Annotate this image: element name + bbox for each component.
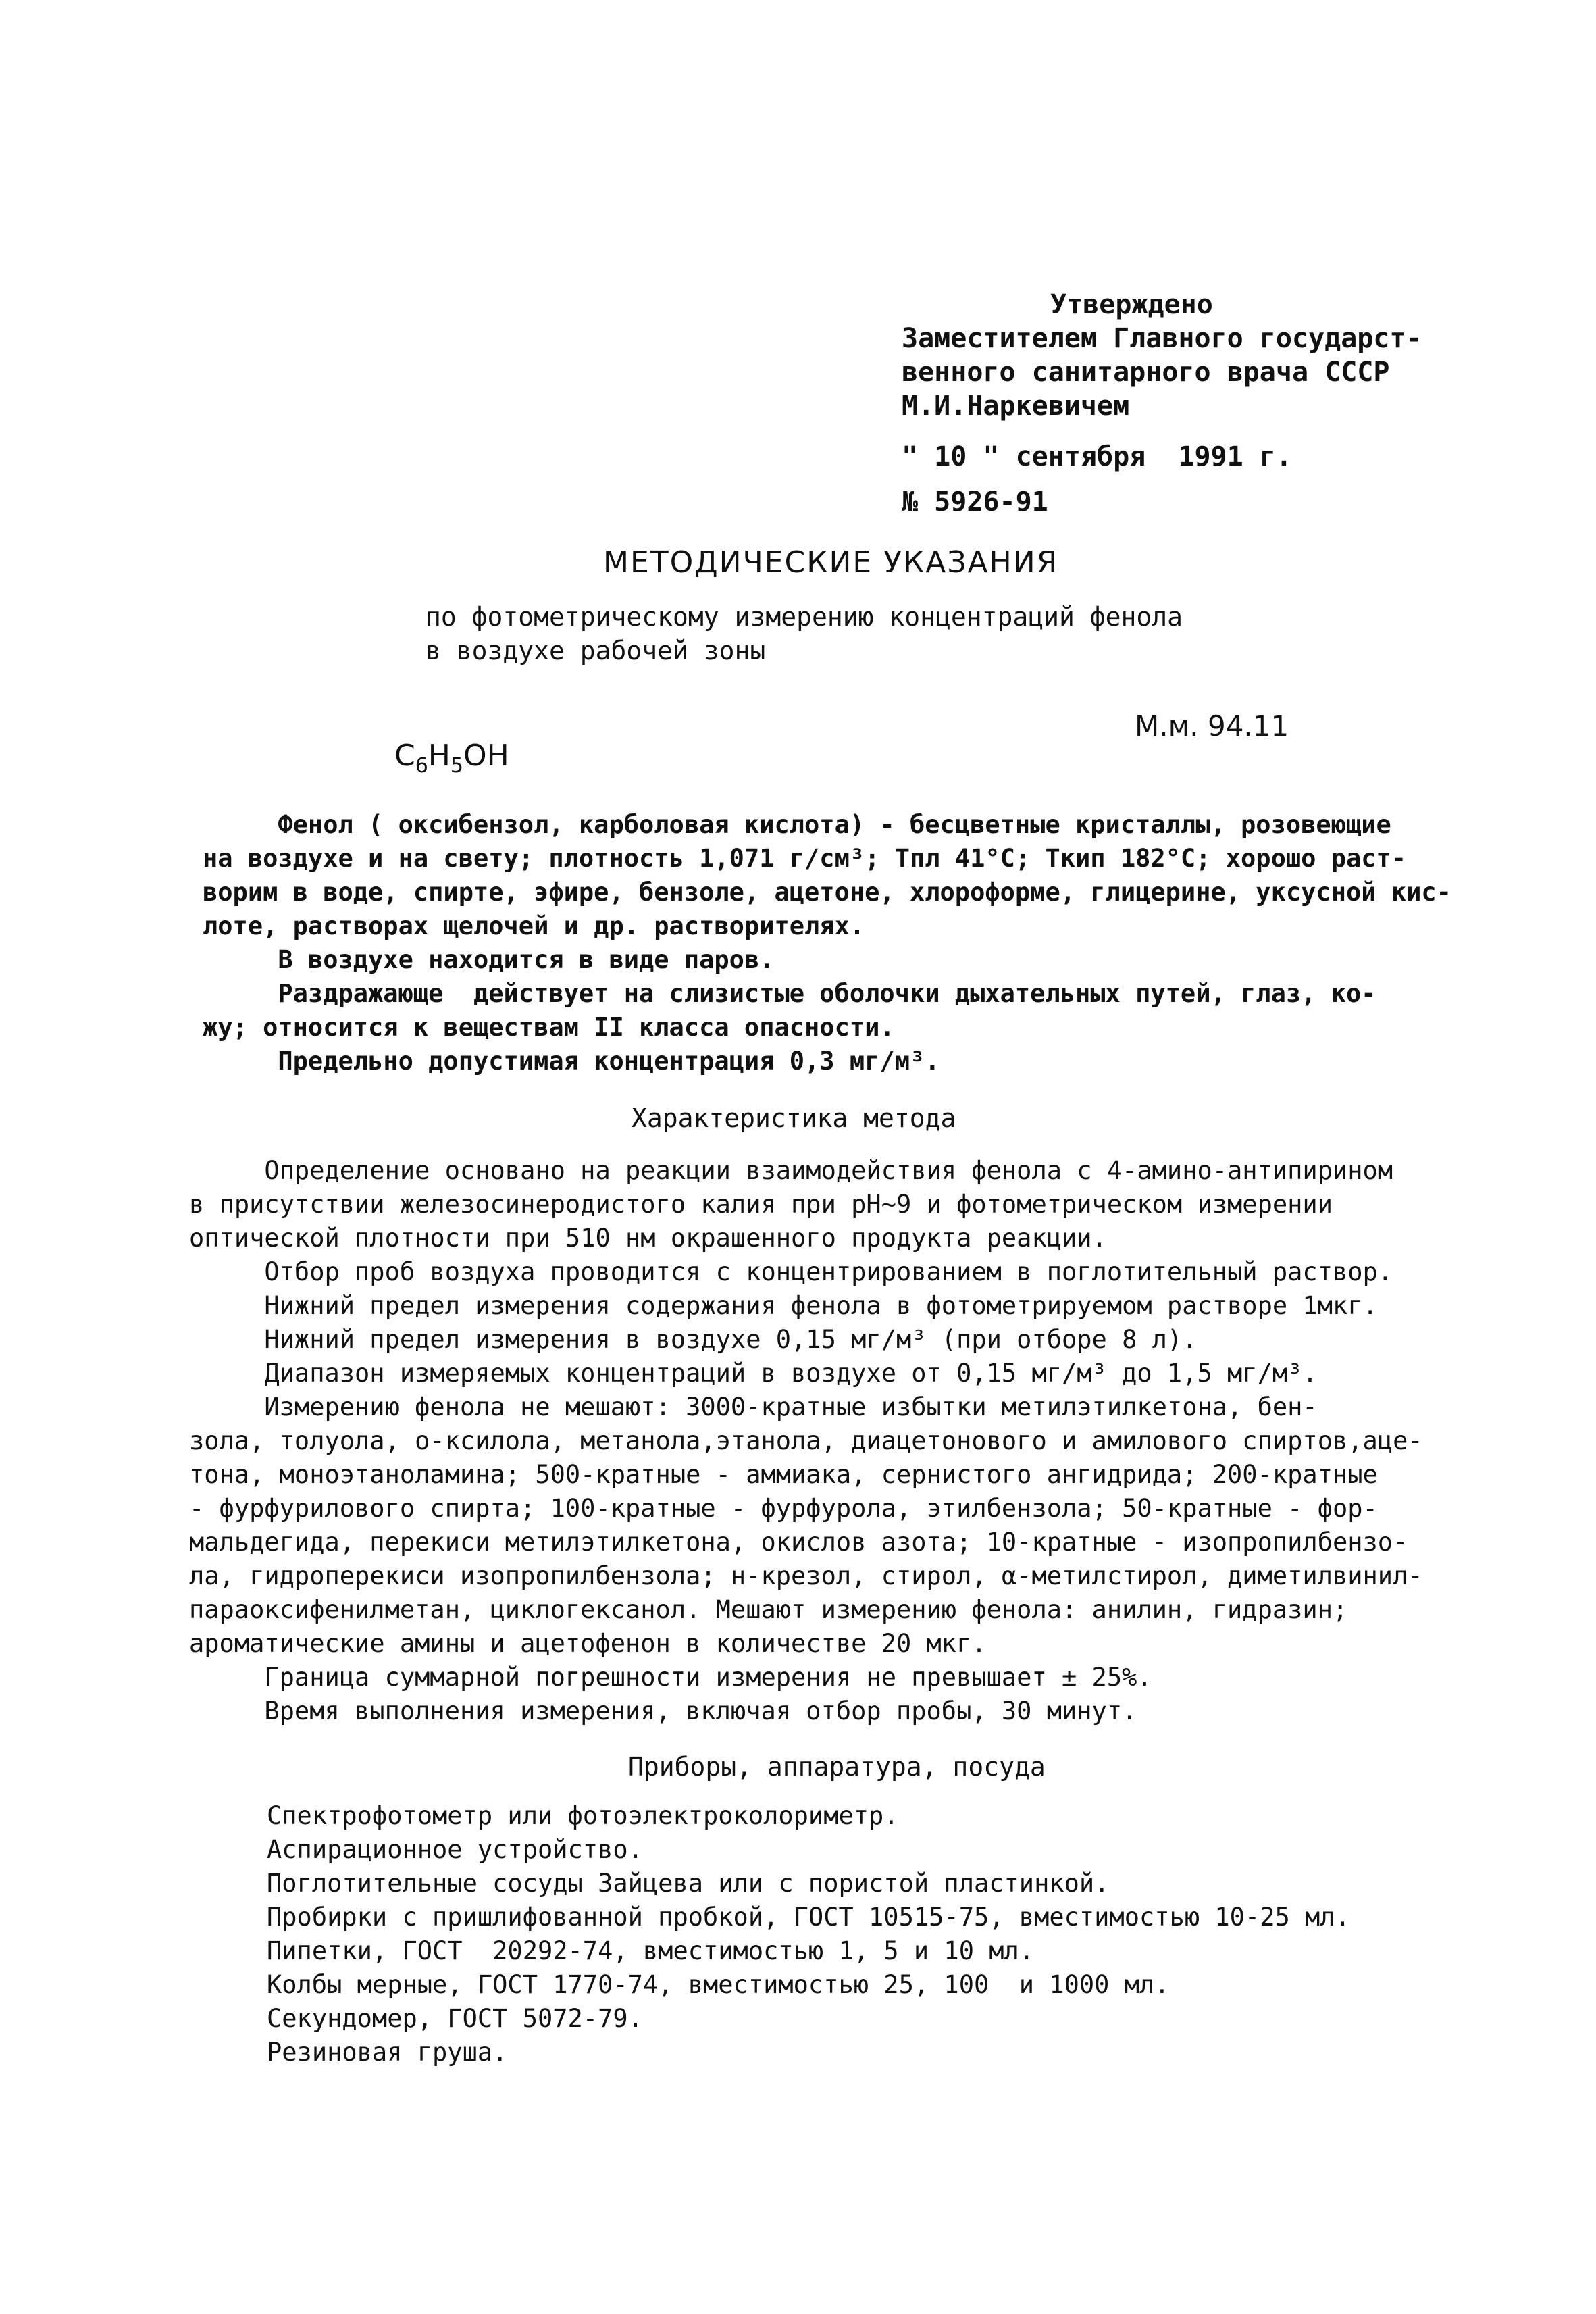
method-line: в присутствии железосинеродистого калия при pH~9 и фотометрическом измерении — [189, 1190, 1333, 1219]
approval-line-1: Утверждено — [1050, 289, 1213, 320]
formula-h: H — [428, 738, 451, 773]
method-line: Нижний предел измерения в воздухе 0,15 мг/м³ (при отборе 8 л). — [189, 1325, 1198, 1354]
equipment-item: Поглотительные сосуды Зайцева или с пористой пластинкой. — [267, 1869, 1110, 1898]
intro-line: лоте, растворах щелочей и др. растворителях. — [203, 911, 865, 940]
document-title: МЕТОДИЧЕСКИЕ УКАЗАНИЯ — [603, 545, 1059, 580]
formula-h-sub: 5 — [450, 753, 463, 778]
intro-line: ворим в воде, спирте, эфире, бензоле, ацетоне, хлороформе, глицерине, уксусной кис- — [203, 878, 1451, 907]
method-line: Определение основано на реакции взаимодействия фенола с 4-амино-антипирином — [189, 1156, 1393, 1185]
approval-line-3: венного санитарного врача СССР — [902, 357, 1390, 388]
method-line: Отбор проб воздуха проводится с концентрированием в поглотительный раствор. — [189, 1257, 1393, 1286]
method-heading: Характеристика метода — [632, 1103, 956, 1133]
method-line: - фурфурилового спирта; 100-кратные - фурфурола, этилбензола; 50-кратные - фор- — [189, 1494, 1378, 1523]
subtitle-line-1: по фотометрическому измерению концентраций фенола — [426, 602, 1183, 632]
equipment-item: Спектрофотометр или фотоэлектроколориметр. — [267, 1801, 899, 1830]
equipment-heading: Приборы, аппаратура, посуда — [628, 1752, 1046, 1782]
intro-line: Предельно допустимая концентрация 0,3 мг/м³. — [203, 1047, 940, 1076]
approval-line-2: Заместителем Главного государст- — [902, 323, 1422, 354]
method-line: тона, моноэтаноламина; 500-кратные - аммиака, сернистого ангидрида; 200-кратные — [189, 1460, 1378, 1489]
equipment-item: Аспирационное устройство. — [267, 1835, 643, 1864]
intro-line: Фенол ( оксибензол, карболовая кислота) - бесцветные кристаллы, розовеющие — [203, 810, 1391, 839]
method-line: параоксифенилметан, циклогексанол. Мешают измерению фенола: анилин, гидразин; — [189, 1595, 1348, 1624]
formula-c-sub: 6 — [415, 753, 428, 778]
method-line: ла, гидроперекиси изопропилбензола; н-крезол, стирол, α-метилстирол, диметилвинил- — [189, 1561, 1423, 1590]
approval-number: № 5926-91 — [902, 486, 1048, 518]
equipment-item: Колбы мерные, ГОСТ 1770-74, вместимостью 25, 100 и 1000 мл. — [267, 1970, 1170, 1999]
method-line: мальдегида, перекиси метилэтилкетона, окислов азота; 10-кратные - изопропилбензо- — [189, 1528, 1408, 1557]
intro-line: жу; относится к веществам II класса опасности. — [203, 1013, 895, 1042]
formula-oh: OH — [463, 738, 509, 773]
intro-line: на воздухе и на свету; плотность 1,071 г/см³; Тпл 41°С; Ткип 182°С; хорошо раст- — [203, 844, 1407, 873]
equipment-item: Резиновая груша. — [267, 2038, 508, 2067]
equipment-item: Пробирки с пришлифованной пробкой, ГОСТ 10515-75, вместимостью 10-25 мл. — [267, 1903, 1350, 1932]
method-line: оптической плотности при 510 нм окрашенного продукта реакции. — [189, 1224, 1107, 1253]
molar-mass: М.м. 94.11 — [1135, 709, 1289, 743]
method-line: Измерению фенола не мешают: 3000-кратные избытки метилэтилкетона, бен- — [189, 1392, 1318, 1422]
method-line: ароматические амины и ацетофенон в количестве 20 мкг. — [189, 1629, 987, 1658]
intro-line: В воздухе находится в виде паров. — [203, 945, 775, 974]
method-line: Время выполнения измерения, включая отбор пробы, 30 минут. — [189, 1696, 1137, 1726]
equipment-item: Пипетки, ГОСТ 20292-74, вместимостью 1, 5 и 10 мл. — [267, 1936, 1035, 1965]
method-line: зола, толуола, о-ксилола, метанола,этанола, диацетонового и амилового спиртов,аце- — [189, 1426, 1423, 1455]
formula-c: C — [394, 738, 415, 773]
chemical-formula — [357, 709, 509, 813]
equipment-item: Секундомер, ГОСТ 5072-79. — [267, 2004, 643, 2033]
approval-date: " 10 " сентября 1991 г. — [902, 441, 1292, 472]
subtitle-line-2: в воздухе рабочей зоны — [426, 636, 766, 665]
method-line: Нижний предел измерения содержания фенола в фотометрируемом растворе 1мкг. — [189, 1291, 1378, 1320]
method-line: Диапазон измеряемых концентраций в воздухе от 0,15 мг/м³ до 1,5 мг/м³. — [189, 1359, 1318, 1388]
method-line: Граница суммарной погрешности измерения не превышает ± 25%. — [189, 1663, 1152, 1692]
approval-line-4: М.И.Наркевичем — [902, 391, 1130, 422]
intro-line: Раздражающе действует на слизистые оболочки дыхательных путей, глаз, ко- — [203, 979, 1376, 1008]
